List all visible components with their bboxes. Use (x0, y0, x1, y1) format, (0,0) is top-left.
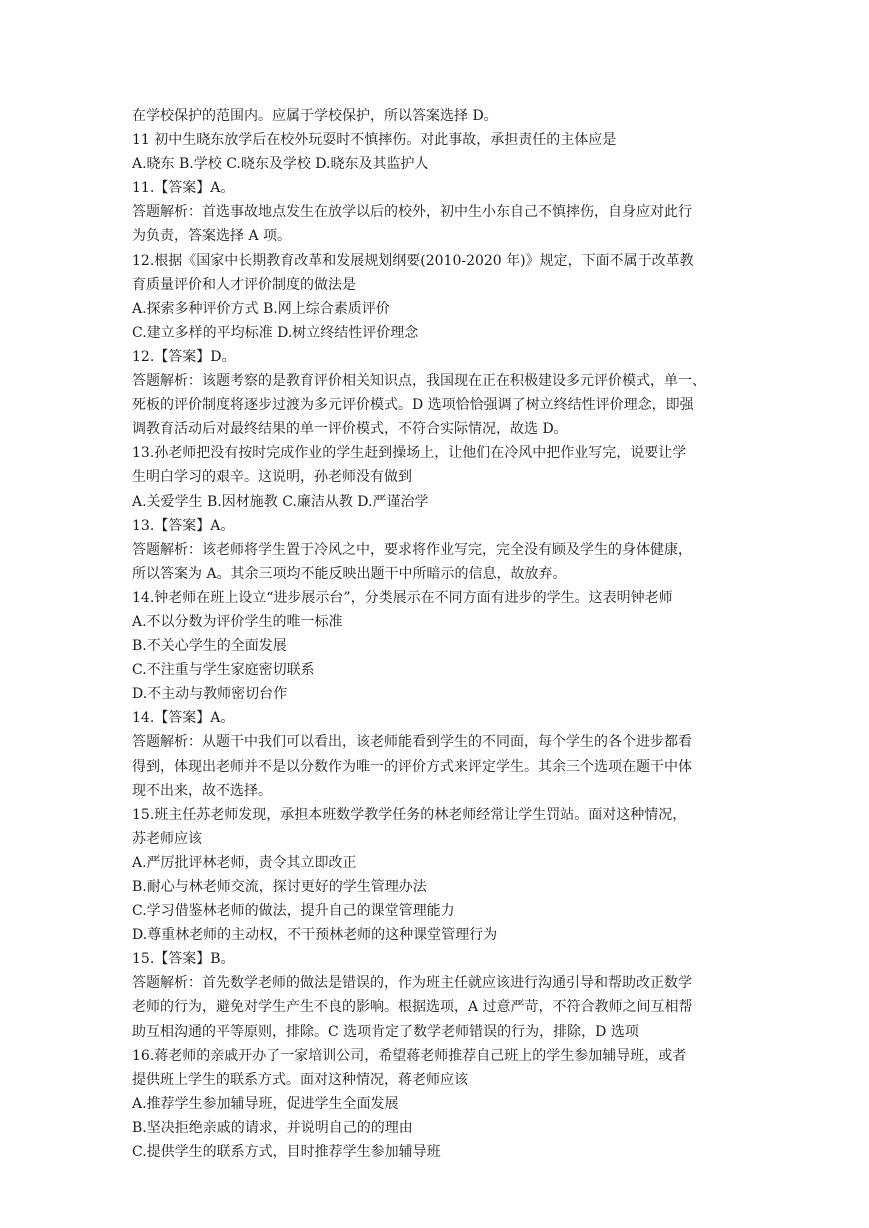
text-line: 在学校保护的范围内。应属于学校保护，所以答案选择 D。 (132, 108, 498, 124)
explanation-15-line: 助互相沟通的平等原则，排除。C 选项肯定了数学老师错误的行为，排除，D 选项 (132, 1023, 639, 1040)
question-16-option-c: C.提供学生的联系方式，目时推荐学生参加辅导班 (132, 1144, 441, 1161)
explanation-14-line: 答题解析：从题干中我们可以看出，该老师能看到学生的不同面，每个学生的各个进步都看 (132, 734, 692, 751)
question-15-stem: 苏老师应该 (132, 830, 202, 847)
question-16-stem: 16.蒋老师的亲戚开办了一家培训公司，希望蒋老师推荐自己班上的学生参加辅导班，或者 (132, 1047, 687, 1064)
question-12-options: C.建立多样的平均标准 D.树立终结性评价理念 (132, 324, 419, 341)
explanation-14-line: 得到，体现出老师并不是以分数作为唯一的评价方式来评定学生。其余三个选项在题干中体 (132, 758, 692, 775)
explanation-14-line: 现不出来，故不选择。 (132, 782, 272, 799)
explanation-13-line: 所以答案为 A。其余三项均不能反映出题干中所暗示的信息，故放弃。 (132, 565, 567, 582)
question-13-stem: 13.孙老师把没有按时完成作业的学生赶到操场上，让他们在冷风中把作业写完，说要让学 (132, 445, 687, 462)
explanation-11-line: 答题解析：首选事故地点发生在放学以后的校外，初中生小东自己不慎摔伤，自身应对此行 (132, 204, 692, 221)
question-16-stem: 提供班上学生的联系方式。面对这种情况，蒋老师应该 (132, 1071, 468, 1088)
document-body (132, 104, 732, 1164)
answer-14: 14.【答案】A。 (132, 710, 235, 727)
question-15-option-a: A.严厉批评林老师，责令其立即改正 (132, 854, 357, 871)
explanation-12-line: 答题解析：该题考察的是教育评价相关知识点，我国现在正在积极建设多元评价模式，单一、 (132, 373, 706, 390)
question-15-stem: 15.班主任苏老师发现，承担本班数学教学任务的林老师经常让学生罚站。面对这种情况， (132, 806, 687, 823)
question-14-option-b: B.不关心学生的全面发展 (132, 638, 287, 655)
explanation-15-line: 老师的行为，避免对学生产生不良的影响。根据选项，A 过意严苛，不符合教师之间互相帮 (132, 999, 693, 1016)
explanation-15-line: 答题解析：首先数学老师的做法是错误的，作为班主任就应该进行沟通引导和帮助改正数学 (132, 975, 692, 992)
question-12-stem: 12.根据《国家中长期教育改革和发展规划纲要(2010-2020 年)》规定，下面不属于改革教 (132, 252, 694, 269)
question-12-options: A.探索多种评价方式 B.网上综合素质评价 (132, 300, 390, 317)
question-16-option-a: A.推荐学生参加辅导班，促进学生全面发展 (132, 1095, 399, 1112)
question-14-option-a: A.不以分数为评价学生的唯一标准 (132, 613, 343, 630)
question-16-option-b: B.坚决拒绝亲戚的请求，并说明自己的的理由 (132, 1119, 413, 1136)
question-13-options: A.关爱学生 B.因材施教 C.廉洁从教 D.严谨治学 (132, 493, 429, 510)
question-14-option-c: C.不注重与学生家庭密切联系 (132, 662, 315, 679)
explanation-12-line: 死板的评价制度将逐步过渡为多元评价模式。D 选项恰恰强调了树立终结性评价理念，即强 (132, 397, 694, 414)
question-13-stem: 生明白学习的艰辛。这说明，孙老师没有做到 (132, 469, 412, 486)
answer-12: 12.【答案】D。 (132, 348, 236, 365)
question-11-options: A.晓东 B.学校 C.晓东及学校 D.晓东及其监护人 (132, 156, 429, 173)
question-14-option-d: D.不主动与教师密切台作 (132, 686, 288, 703)
question-11-stem: 11 初中生晓东放学后在校外玩耍时不慎摔伤。对此事故，承担责任的主体应是 (132, 132, 617, 149)
question-15-option-c: C.学习借鉴林老师的做法，提升自己的课堂管理能力 (132, 903, 455, 920)
explanation-11-line: 为负责，答案选择 A 项。 (132, 228, 292, 245)
question-15-option-b: B.耐心与林老师交流，探讨更好的学生管理办法 (132, 879, 427, 895)
explanation-12-line: 调教育活动后对最终结果的单一评价模式，不符合实际情况，故选 D。 (132, 421, 568, 438)
answer-13: 13.【答案】A。 (132, 517, 235, 534)
explanation-13-line: 答题解析：该老师将学生置于冷风之中，要求将作业写完，完全没有顾及学生的身体健康， (132, 541, 692, 558)
question-15-option-d: D.尊重林老师的主动权，不干预林老师的这种课堂管理行为 (132, 927, 498, 944)
question-14-stem: 14.钟老师在班上设立“进步展示台”，分类展示在不同方面有进步的学生。这表明钟老师 (132, 589, 673, 606)
question-12-stem: 育质量评价和人才评价制度的做法是 (132, 276, 356, 293)
answer-11: 11.【答案】A。 (132, 180, 235, 197)
answer-15: 15.【答案】B。 (132, 951, 235, 968)
